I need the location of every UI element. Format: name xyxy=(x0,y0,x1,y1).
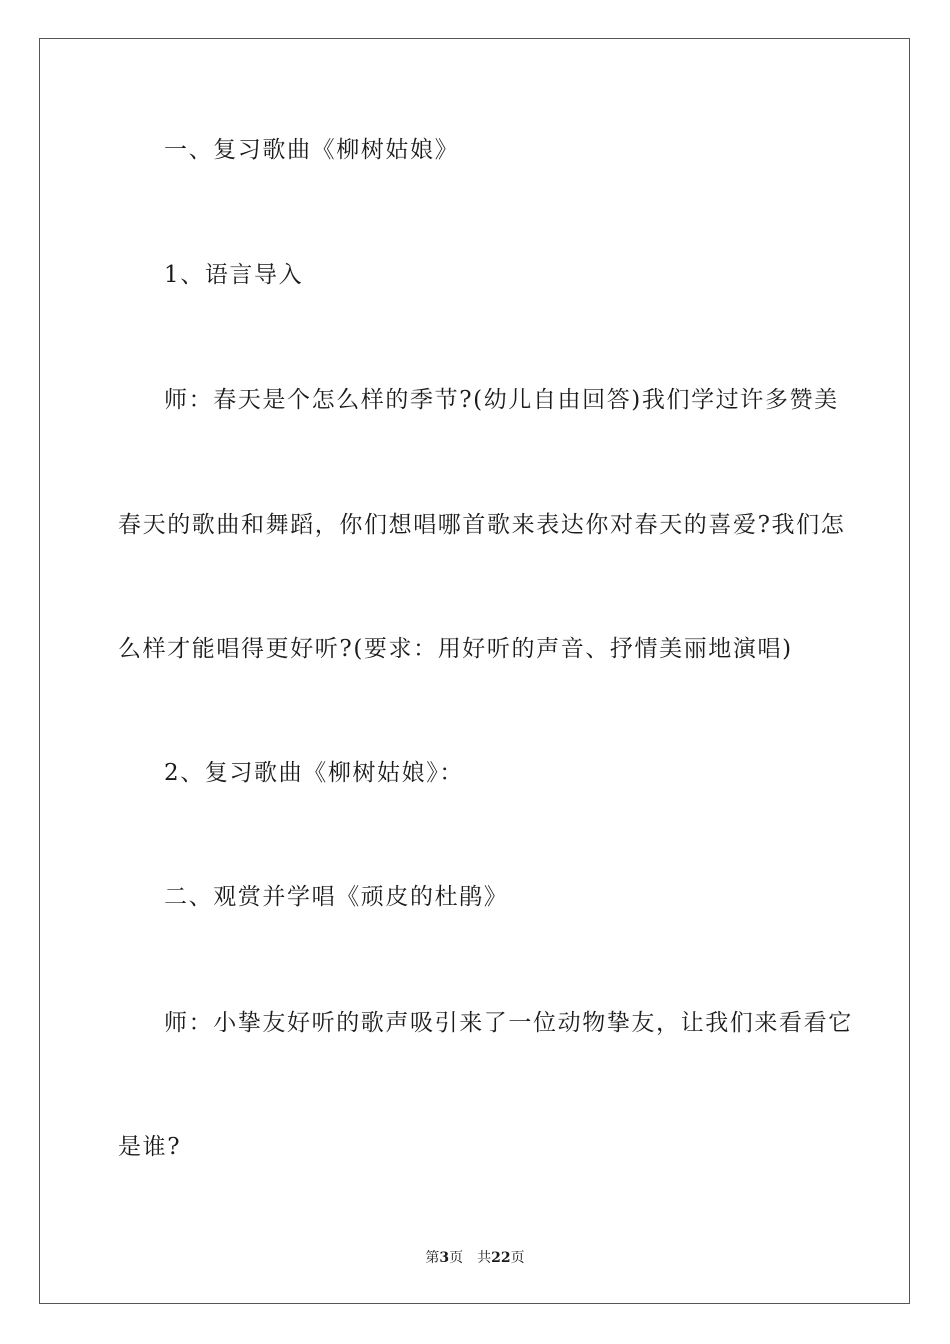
page-frame xyxy=(39,38,910,1304)
section-heading-2: 二、观赏并学唱《顽皮的杜鹃》 xyxy=(164,884,509,910)
paragraph-line: 么样才能唱得更好听?(要求：用好听的声音、抒情美丽地演唱) xyxy=(118,636,793,662)
total-prefix: 共 xyxy=(477,1250,492,1266)
paragraph-line: 春天的歌曲和舞蹈，你们想唱哪首歌来表达你对春天的喜爱?我们怎 xyxy=(118,512,846,538)
page-number: 3 xyxy=(439,1250,450,1266)
total-suffix: 页 xyxy=(510,1250,525,1266)
paragraph-line: 师：小挚友好听的歌声吸引来了一位动物挚友，让我们来看看它 xyxy=(164,1010,853,1036)
page-suffix: 页 xyxy=(449,1250,464,1266)
subsection-heading-2: 2、复习歌曲《柳树姑娘》： xyxy=(164,760,464,786)
paragraph-line: 是谁? xyxy=(118,1134,182,1160)
page-prefix: 第 xyxy=(425,1250,440,1266)
page-footer xyxy=(0,1248,950,1268)
subsection-heading-1: 1、语言导入 xyxy=(164,262,304,288)
section-heading-1: 一、复习歌曲《柳树姑娘》 xyxy=(164,137,460,163)
total-pages: 22 xyxy=(491,1250,511,1266)
paragraph-line: 师：春天是个怎么样的季节?(幼儿自由回答)我们学过许多赞美 xyxy=(164,387,839,413)
